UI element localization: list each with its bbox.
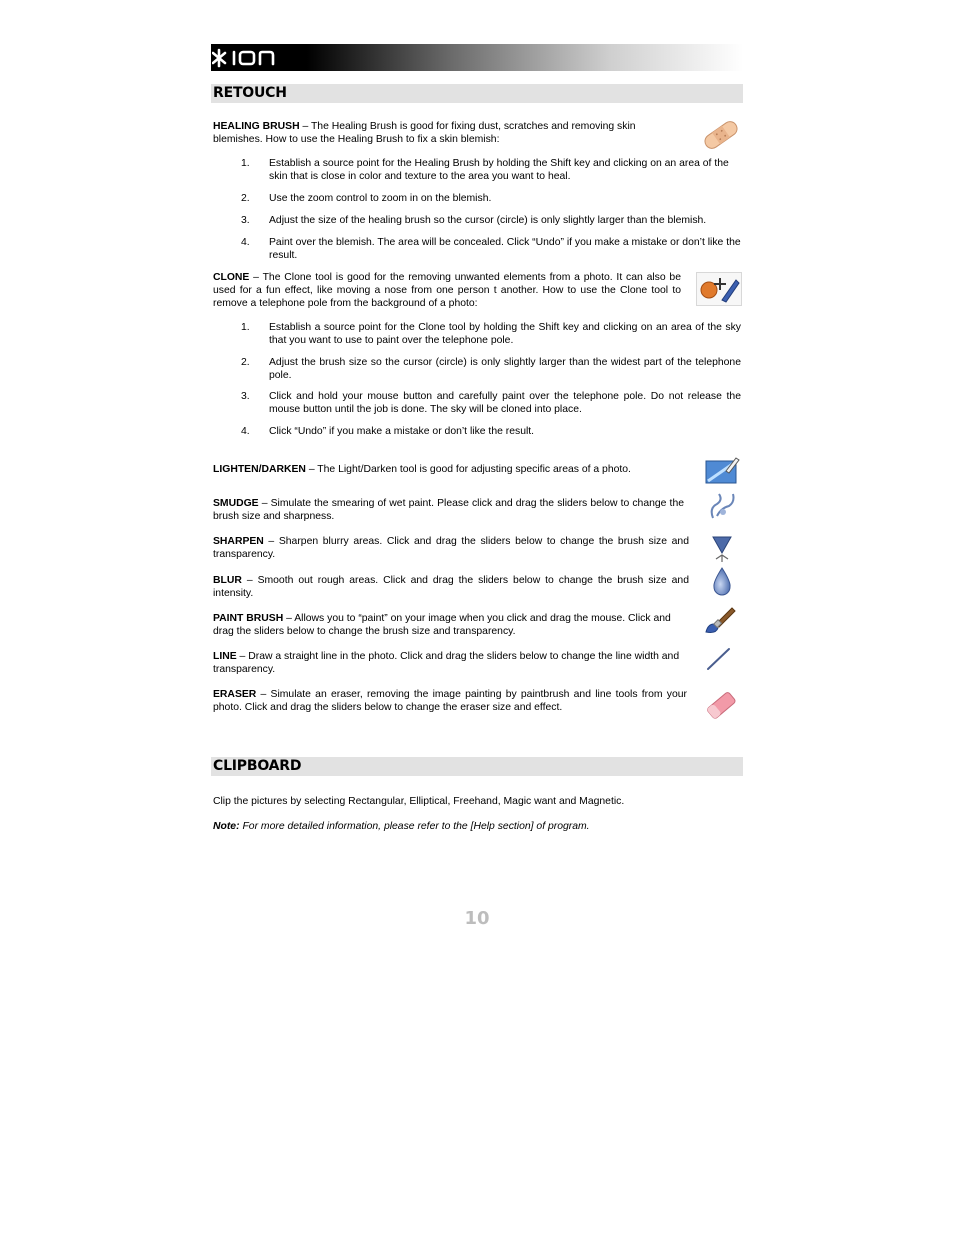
section-header-retouch [211,84,743,103]
eraser-icon [703,689,739,721]
term-label: LINE [213,651,237,662]
lighten-darken-paragraph [213,464,683,477]
list-text: Establish a source point for the Healing Brush by holding the Shift key and clicking on an area of the skin that is close in color and texture to the area you want to heal. [269,158,729,182]
term-description: – Simulate an eraser, removing the image painting by paintbrush and line tools from your photo. Click and drag the sliders below to change the eraser size and effect. [213,689,687,713]
list-number: 1. [241,158,250,169]
term-description: – Allows you to “paint” on your image when you click and drag the mouse. Click and drag the sliders below to change the brush size and transparency. [213,613,671,637]
list-text: Paint over the blemish. The area will be concealed. Click “Undo” if you make a mistake or don’t like the result. [269,237,741,261]
list-number: 2. [241,357,250,368]
header-bar [211,44,743,71]
term-label: ERASER [213,689,257,700]
smudge-paragraph [213,498,684,524]
clipboard-paragraph: Clip the pictures by selecting Rectangular, Elliptical, Freehand, Magic want and Magnetic. [213,796,625,807]
section-title: RETOUCH [213,85,287,101]
bandage-icon [700,118,742,152]
term-description: – Draw a straight line in the photo. Click and drag the sliders below to change the line width and transparency. [213,651,680,675]
sharpen-paragraph [213,536,689,562]
smudge-icon [705,488,739,522]
blur-drop-icon [710,566,734,596]
term-description: – Smooth out rough areas. Click and drag the sliders below to change the brush size and intensity. [213,575,689,599]
term-label: HEALING BRUSH [213,121,300,132]
list-text: Establish a source point for the Clone tool by holding the Shift key and clicking on an area of the sky that you want to use to paint over the telephone pole. [269,322,741,346]
list-text: Adjust the brush size so the cursor (circle) is only slightly larger than the widest part of the telephone pole. [269,357,741,381]
page-number: 10 [464,908,490,929]
ion-logo [212,46,284,70]
term-label: PAINT BRUSH [213,613,284,624]
term-label: SHARPEN [213,536,264,547]
clone-paragraph [213,272,681,310]
section-header-clipboard [211,757,743,776]
term-label: CLONE [213,272,250,283]
eraser-paragraph [213,689,687,715]
term-description: – The Light/Darken tool is good for adjusting specific areas of a photo. [305,464,631,475]
note-label: Note: [213,821,240,832]
list-number: 2. [241,193,250,204]
list-number: 4. [241,426,250,437]
list-text: Use the zoom control to zoom in on the blemish. [269,193,492,204]
note-text: For more detailed information, please refer to the [Help section] of program. [239,821,590,832]
line-paragraph [213,651,687,677]
paint-brush-icon [702,604,738,636]
note-paragraph [213,821,733,834]
term-description: – The Healing Brush is good for fixing dust, scratches and removing skin blemishes. How to use the Healing Brush to fix a skin blemish: [213,121,636,145]
lighten-darken-icon [704,455,740,485]
term-description: – Sharpen blurry areas. Click and drag the sliders below to change the brush size and transparency. [213,536,689,560]
list-number: 4. [241,237,250,248]
blur-paragraph [213,575,689,601]
clone-stamp-icon [696,272,742,306]
term-label: SMUDGE [213,498,259,509]
list-text: Click “Undo” if you make a mistake or don’t like the result. [269,426,535,437]
list-number: 3. [241,391,250,402]
healing-brush-paragraph [213,121,663,147]
list-text: Click and hold your mouse button and carefully paint over the telephone pole. Do not release the mouse button until the job is done. The sky will be cloned into place. [269,391,741,415]
term-label: LIGHTEN/DARKEN [213,464,306,475]
list-text: Adjust the size of the healing brush so the cursor (circle) is only slightly larger than the blemish. [269,215,707,226]
sharpen-icon [710,535,734,563]
line-icon [706,646,732,672]
list-number: 3. [241,215,250,226]
term-description: – The Clone tool is good for the removing unwanted elements from a photo. It can also be used for a fun effect, like moving a nose from one person t another. How to use the Clone tool to remove a telephone pole from the background of a photo: [213,272,681,309]
term-label: BLUR [213,575,242,586]
paint-brush-paragraph [213,613,687,639]
section-title: CLIPBOARD [213,758,302,774]
list-number: 1. [241,322,250,333]
term-description: – Simulate the smearing of wet paint. Please click and drag the sliders below to change the brush size and sharpness. [213,498,684,522]
